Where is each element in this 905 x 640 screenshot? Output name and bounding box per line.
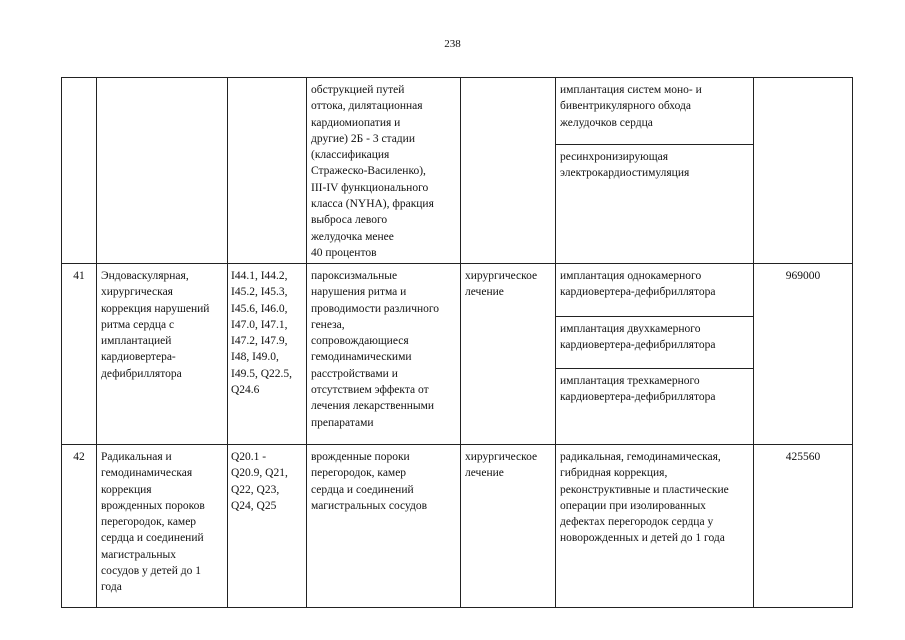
table-rule-col bbox=[227, 77, 228, 608]
diagnosis-cell: обструкцией путей оттока, дилятационная кардиомиопатия и другие) 2Б - 3 стадии (классификация Стражеско-Василенко), III-IV функционального класса (NYHA), фракция выброса левого желудочка менее 40 процентов bbox=[311, 84, 434, 259]
table-rule-bottom bbox=[61, 607, 853, 608]
diagnosis-cell: врожденные пороки перегородок, камер сердца и соединений магистральных сосудов bbox=[311, 451, 428, 512]
row-number: 42 bbox=[73, 451, 85, 463]
method-divider bbox=[555, 316, 753, 317]
services-table bbox=[61, 77, 853, 608]
table-rule-col bbox=[753, 77, 754, 608]
diagnosis-cell: пароксизмальные нарушения ритма и проводимости различного генеза, сопровождающиеся гемодинамическими расстройствами и отсутствием эффекта от лечения лекарственными препаратами bbox=[311, 270, 440, 429]
method-divider bbox=[555, 368, 753, 369]
table-rule-row41 bbox=[61, 263, 853, 264]
treatment-type-cell: хирургическое лечение bbox=[465, 270, 538, 299]
icd-codes-cell: Q20.1 - Q20.9, Q21, Q22, Q23, Q24, Q25 bbox=[231, 451, 288, 512]
method-cell: имплантация систем моно- и бивентрикулярного обхода желудочков сердца bbox=[560, 84, 702, 129]
table-rule-col bbox=[555, 77, 556, 608]
method-divider bbox=[555, 144, 753, 145]
method-cell: имплантация двухкамерного кардиовертера-дефибриллятора bbox=[560, 323, 716, 352]
table-rule-top bbox=[61, 77, 853, 78]
cost-cell: 969000 bbox=[785, 270, 821, 282]
method-cell: имплантация однокамерного кардиовертера-дефибриллятора bbox=[560, 270, 716, 299]
service-name-cell: Эндоваскулярная, хирургическая коррекция нарушений ритма сердца с имплантацией кардиовертера- дефибриллятора bbox=[101, 270, 210, 380]
table-rule-col bbox=[96, 77, 97, 608]
cost-cell: 425560 bbox=[785, 451, 821, 463]
table-rule-row42 bbox=[61, 444, 853, 445]
table-rule-col bbox=[61, 77, 62, 608]
page-number: 238 bbox=[444, 38, 461, 50]
row-number: 41 bbox=[73, 270, 85, 282]
table-rule-col bbox=[852, 77, 853, 608]
table-rule-col bbox=[460, 77, 461, 608]
method-cell: имплантация трехкамерного кардиовертера-дефибриллятора bbox=[560, 375, 716, 404]
icd-codes-cell: I44.1, I44.2, I45.2, I45.3, I45.6, I46.0, I47.0, I47.1, I47.2, I47.9, I48, I49.0, I49.5, Q22.5, Q24.6 bbox=[231, 270, 293, 397]
treatment-type-cell: хирургическое лечение bbox=[465, 451, 538, 480]
method-cell: радикальная, гемодинамическая, гибридная коррекция, реконструктивные и пластические операции при изолированных дефектах перегородок сердца у новорожденных и детей до 1 года bbox=[560, 451, 729, 545]
method-cell: ресинхронизирующая электрокардиостимуляция bbox=[560, 151, 690, 180]
service-name-cell: Радикальная и гемодинамическая коррекция врожденных пороков перегородок, камер сердца и соединений магистральных сосудов у детей до 1 года bbox=[101, 451, 205, 594]
